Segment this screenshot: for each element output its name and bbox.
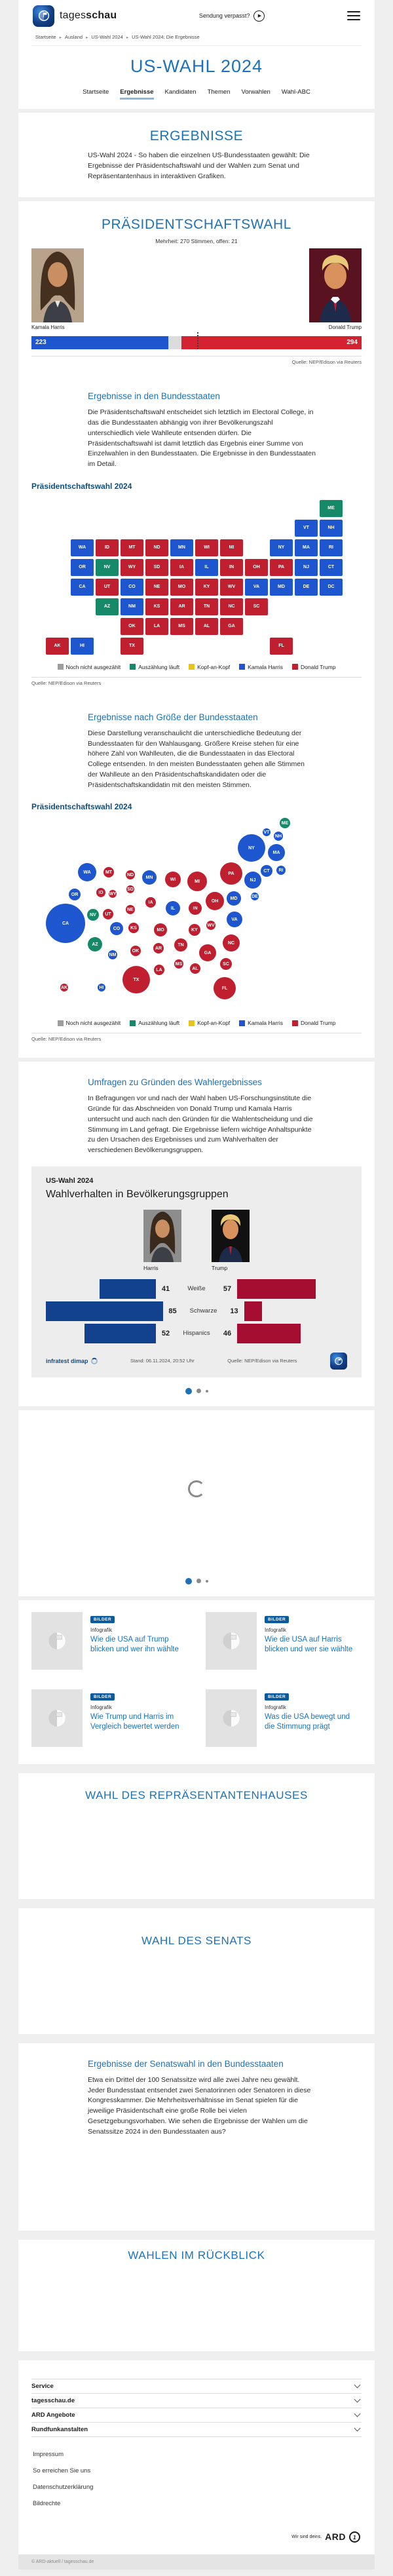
trump-survey-value: 57: [223, 1284, 232, 1293]
state-tile-AR[interactable]: AR: [170, 598, 193, 615]
loading-spinner: [188, 1480, 205, 1497]
umfragen-text: In Befragungen vor und nach der Wahl haben US-Forschungsinstitute die Gründe für das Abschneiden von Donald Trump und Kamala Harris untersucht und auch nach den Gründen für die Wahlentscheidung und die Stimmung im Land gefragt. Die Ergebnisse liefern wichtige Anhaltspunkte zu den Ursachen des Ergebnisses und zum Wahlverhalten der verschiedenen Bevölkerungsgruppen.: [88, 1094, 313, 1154]
state-bubble-GA[interactable]: GA: [199, 944, 216, 961]
legend-item: Kamala Harris: [239, 664, 283, 670]
ergebnisse-intro: US-Wahl 2024 - So haben die einzelnen US-Bundesstaaten gewählt: Die Ergebnisse der Präsidentschaftswahl und der Wahlen zum Senat und Repräsentantenhaus in interaktiven Grafiken.: [88, 151, 310, 180]
state-tile-MA[interactable]: MA: [295, 539, 318, 556]
state-tile-NV[interactable]: NV: [96, 559, 119, 576]
state-tile-IL[interactable]: IL: [195, 559, 218, 576]
state-tile-GA[interactable]: GA: [220, 618, 243, 635]
state-tile-MS[interactable]: MS: [170, 618, 193, 635]
state-bubble-MI[interactable]: MI: [187, 872, 207, 891]
state-tile-WY[interactable]: WY: [121, 559, 143, 576]
legend-swatch: [130, 664, 136, 670]
candidates-zone: [31, 237, 362, 335]
teaser-thumbnail: [31, 1689, 83, 1747]
tab-bar: [31, 83, 362, 107]
trump-thumb-caption: Trump: [212, 1264, 228, 1271]
senat-card: [18, 1908, 375, 2034]
teaser-item[interactable]: [206, 1612, 362, 1670]
state-bubble-CA[interactable]: CA: [46, 904, 85, 943]
state-bubble-OK[interactable]: OK: [130, 946, 141, 956]
trump-survey-value: 46: [223, 1329, 232, 1337]
map-title: Präsidentschaftswahl 2024: [31, 481, 132, 491]
infographic-kicker: US-Wahl 2024: [46, 1176, 94, 1185]
state-tile-TX[interactable]: TX: [121, 638, 143, 655]
loading-carousel-card: [18, 1410, 375, 1596]
harris-survey-bar: [84, 1324, 156, 1343]
map-source: Quelle: NEP/Edison via Reuters: [31, 680, 102, 686]
state-bubble-RI[interactable]: RI: [276, 866, 286, 875]
breadcrumb: [31, 31, 362, 45]
groesse-heading: Ergebnisse nach Größe der Bundesstaaten: [88, 712, 258, 722]
teaser-thumbnail: [31, 1612, 83, 1670]
state-tile-MD[interactable]: MD: [270, 579, 293, 596]
ard-brand-line: [31, 2512, 362, 2554]
harris-survey-value: 41: [161, 1284, 170, 1293]
state-bubble-ND[interactable]: ND: [126, 870, 135, 879]
trump-photo: [309, 248, 362, 330]
teaser-title: Wie die USA auf Trump blicken und wer ihn wählte: [90, 1635, 179, 1654]
ard-globe-icon: [330, 1353, 347, 1370]
footer-accordion-rundfunkanstalten[interactable]: Rundfunkanstalten: [31, 2422, 362, 2436]
harris-survey-value: 52: [161, 1329, 170, 1337]
harris-survey-bar: [46, 1301, 163, 1321]
page-title: US-WAHL 2024: [130, 56, 263, 76]
state-bubble-MD[interactable]: MD: [227, 891, 241, 906]
state-bubble-AK[interactable]: AK: [60, 984, 68, 991]
teaser-thumbnail: [206, 1612, 257, 1670]
sendung-verpasst-link[interactable]: [199, 10, 265, 22]
legend-swatch: [189, 1020, 195, 1026]
state-tile-ID[interactable]: ID: [96, 539, 119, 556]
bubble-map-legend: [31, 1020, 362, 1026]
carousel-dots: [31, 1377, 362, 1406]
state-bubble-UT[interactable]: UT: [103, 909, 113, 919]
carousel-dot[interactable]: [185, 1388, 192, 1394]
carousel-dot[interactable]: [206, 1390, 208, 1393]
chevron-down-icon: [354, 2411, 361, 2417]
bubble-map-source: Quelle: NEP/Edison via Reuters: [31, 1036, 102, 1043]
trump-caption: Donald Trump: [328, 324, 362, 331]
electoral-bar: [31, 336, 362, 349]
survey-row: [46, 1324, 347, 1343]
footer-link[interactable]: Bildrechte: [33, 2499, 61, 2507]
ergebnisse-title: ERGEBNISSE: [149, 128, 244, 144]
state-bubble-NE[interactable]: NE: [126, 905, 135, 914]
carousel-dot[interactable]: [206, 1580, 208, 1583]
us-states-map: [46, 500, 347, 656]
tagesschau-logo[interactable]: [33, 5, 117, 27]
state-bubble-AZ[interactable]: AZ: [88, 937, 102, 952]
survey-group-label: Weiße: [187, 1285, 206, 1293]
play-icon: ▶: [253, 10, 265, 22]
top-bar: [31, 0, 362, 31]
sendung-verpasst-label: Sendung verpasst?: [198, 12, 250, 19]
footer-accordion-ard-angebote[interactable]: ARD Angebote: [31, 2408, 362, 2422]
state-tile-KY[interactable]: KY: [195, 579, 218, 596]
trump-survey-bar: [237, 1279, 316, 1299]
teaser-thumbnail: [206, 1689, 257, 1747]
state-tile-OK[interactable]: OK: [121, 618, 143, 635]
harris-thumb: [143, 1210, 181, 1271]
umfragen-heading: Umfragen zu Gründen des Wahlergebnisses: [88, 1077, 262, 1088]
state-bubble-MA[interactable]: MA: [268, 844, 285, 861]
footer-accordion-service[interactable]: Service: [31, 2379, 362, 2393]
breadcrumb-item[interactable]: Startseite: [35, 34, 56, 40]
state-tile-KS[interactable]: KS: [145, 598, 168, 615]
bundesstaaten-heading: Ergebnisse in den Bundesstaaten: [88, 391, 220, 402]
state-bubble-TX[interactable]: TX: [122, 966, 150, 993]
legend-swatch: [189, 664, 195, 670]
state-bubble-OH[interactable]: OH: [206, 892, 224, 910]
state-bubble-DE[interactable]: DE: [251, 893, 259, 900]
state-tile-AZ[interactable]: AZ: [96, 598, 119, 615]
footer-card: [18, 2360, 375, 2554]
open-bar-segment: [168, 336, 181, 349]
teaser-kicker: Infografik: [90, 1626, 112, 1633]
legend-swatch: [239, 664, 245, 670]
footer-link[interactable]: Datenschutzerklärung: [33, 2483, 94, 2491]
state-bubble-MN[interactable]: MN: [142, 870, 157, 885]
groesse-text: Diese Darstellung veranschaulicht die unterschiedliche Bedeutung der Bundesstaaten für den Wahlausgang. Größere Kreise stehen für eine höhere Zahl von Wahlleuten, die die Bundesstaaten in das Electoral College entsenden. In den meisten Bundesstaaten gehen alle Stimmen der Wahlleute an den Präsidentschaftskandidaten oder die Präsidentschaftskandidatin mit den meisten Stimmen.: [88, 729, 305, 789]
state-tile-IA[interactable]: IA: [170, 559, 193, 576]
state-bubble-IN[interactable]: IN: [189, 902, 202, 915]
praesidentschaftswahl-title: PRÄSIDENTSCHAFTSWAHL: [101, 217, 292, 233]
state-bubble-OR[interactable]: OR: [69, 889, 81, 900]
wahlverhalten-infographic: [31, 1166, 362, 1377]
teaser-title: Wie Trump und Harris im Vergleich bewertet werden: [90, 1712, 179, 1731]
bundesstaaten-text: Die Präsidentschaftswahl entscheidet sich letztlich im Electoral College, in das die Bundesstaaten abhängig von ihrer Bevölkerungszahl unterschiedlich viele Wahlleute entsenden dürfen. Die Präsidentschaftswahl ist damit letztlich das Ergebnis einer Summe von Einzelwahlen in den Bundesstaaten. Die Ergebnisse in den Bundesstaaten im Detail.: [88, 408, 316, 468]
state-tile-ME[interactable]: ME: [320, 500, 343, 517]
teaser-title: Was die USA bewegt und die Stimmung prägt: [265, 1712, 350, 1731]
state-bubble-IA[interactable]: IA: [145, 897, 156, 908]
legend-item: Noch nicht ausgezählt: [58, 664, 121, 670]
state-tile-NE[interactable]: NE: [145, 579, 168, 596]
legend-swatch: [292, 664, 298, 670]
state-bubble-CO[interactable]: CO: [110, 922, 123, 935]
tagesschau-globe-icon: [33, 5, 54, 27]
ard-claim: Wir sind deins.: [291, 2534, 322, 2539]
state-bubble-KS[interactable]: KS: [128, 923, 139, 933]
senatswahl-text: Etwa ein Drittel der 100 Senatssitze wird alle zwei Jahre neu gewählt. Jeder Bundesstaat entsendet zwei Senatorinnen oder Senatoren in diese Kongresskammer. Die Mehrheitsverhältnisse im Senat spielen für die jeweilige Präsidentschaft eine große Rolle bei vielen Gesetzgebungsvorhaben. Wie sehen die Ergebnisse der Wahlen um die Senatssitze 2024 in den Bundesstaaten aus?: [88, 2075, 311, 2136]
infographic-source: Quelle: NEP/Edison via Reuters: [227, 1358, 297, 1364]
state-tile-FL[interactable]: FL: [270, 638, 293, 655]
footer-link[interactable]: So erreichen Sie uns: [33, 2467, 91, 2474]
state-bubble-NV[interactable]: NV: [87, 909, 99, 921]
state-tile-VT[interactable]: VT: [295, 520, 318, 537]
state-bubble-AL[interactable]: AL: [190, 963, 200, 974]
footer-link[interactable]: Impressum: [33, 2450, 64, 2458]
chevron-down-icon: [354, 2425, 361, 2432]
legend-item: Donald Trump: [292, 1020, 335, 1026]
carousel-dots: [31, 1567, 362, 1596]
state-tile-CT[interactable]: CT: [320, 559, 343, 576]
harris-photo: [31, 248, 84, 330]
bilder-badge: BILDER: [265, 1616, 289, 1623]
legend-swatch: [58, 1020, 64, 1026]
state-bubble-MO[interactable]: MO: [154, 923, 167, 936]
infographic-stand: Stand: 06.11.2024, 20:52 Uhr: [130, 1358, 195, 1364]
state-bubble-MT[interactable]: MT: [103, 867, 114, 877]
tab-kandidaten[interactable]: Kandidaten: [164, 88, 196, 96]
tagesschau-wordmark: tagesschau: [60, 10, 117, 21]
state-bubble-AR[interactable]: AR: [153, 943, 164, 953]
state-bubble-IL[interactable]: IL: [166, 901, 180, 915]
legend-swatch: [58, 664, 64, 670]
trump-survey-bar: [244, 1301, 262, 1321]
us-states-bubble-map: [31, 817, 362, 1012]
copyright-bar: © ARD-aktuell / tagesschau.de: [18, 2554, 375, 2569]
teaser-grid: [31, 1600, 362, 1764]
infographic-title: Wahlverhalten in Bevölkerungsgruppen: [46, 1188, 229, 1200]
state-tile-IN[interactable]: IN: [220, 559, 243, 576]
survey-row: [46, 1279, 347, 1299]
state-tile-OR[interactable]: OR: [71, 559, 94, 576]
chevron-down-icon: [354, 2382, 361, 2389]
teaser-item[interactable]: [31, 1612, 187, 1670]
harris-caption: Kamala Harris: [31, 324, 65, 331]
rueckblick-card: [18, 2240, 375, 2351]
teaser-kicker: Infografik: [265, 1704, 286, 1710]
source-note: Quelle: NEP/Edison via Reuters: [291, 359, 362, 366]
state-tile-HI[interactable]: HI: [71, 638, 94, 655]
state-bubble-KY[interactable]: KY: [189, 924, 200, 936]
state-bubble-WI[interactable]: WI: [165, 872, 181, 887]
senatswahl-card: [18, 2043, 375, 2231]
state-bubble-VT[interactable]: VT: [263, 828, 271, 836]
ergebnisse-card: [18, 113, 375, 197]
teaser-title: Wie die USA auf Harris blicken und wer sie wählte: [265, 1635, 353, 1654]
trump-electoral-votes: 294: [346, 339, 358, 347]
rueckblick-title: WAHLEN IM RÜCKBLICK: [128, 2248, 265, 2261]
survey-rows: [46, 1279, 347, 1343]
infratest-donut-icon: [91, 1358, 98, 1364]
tab-ergebnisse[interactable]: Ergebnisse: [120, 88, 153, 100]
state-tile-RI[interactable]: RI: [320, 539, 343, 556]
bilder-badge: BILDER: [90, 1693, 115, 1701]
footer-accordions: [31, 2379, 362, 2436]
ard-one-icon: 1: [348, 2531, 361, 2543]
legend-swatch: [239, 1020, 245, 1026]
state-tile-ND[interactable]: ND: [145, 539, 168, 556]
state-bubble-WA[interactable]: WA: [78, 863, 96, 881]
tab-wahl-abc[interactable]: Wahl-ABC: [281, 88, 310, 96]
state-tile-NM[interactable]: NM: [121, 598, 143, 615]
bilder-badge: BILDER: [265, 1693, 289, 1701]
legend-item: Kopf-an-Kopf: [189, 1020, 230, 1026]
harris-survey-value: 85: [168, 1307, 177, 1315]
teaser-grid-card: [18, 1600, 375, 1764]
state-tile-NC[interactable]: NC: [220, 598, 243, 615]
state-tile-WA[interactable]: WA: [71, 539, 94, 556]
breadcrumb-item[interactable]: Ausland: [64, 34, 83, 40]
majority-note: Mehrheit: 270 Stimmen, offen: 21: [155, 238, 238, 245]
state-bubble-ID[interactable]: ID: [96, 888, 105, 897]
infratest-dimap-logo: infratest dimap: [46, 1358, 98, 1364]
state-bubble-SD[interactable]: SD: [126, 885, 134, 893]
legend-item: Donald Trump: [292, 664, 335, 670]
carousel-dot[interactable]: [185, 1578, 192, 1585]
state-tile-MI[interactable]: MI: [220, 539, 243, 556]
state-bubble-TN[interactable]: TN: [174, 938, 187, 952]
senatswahl-heading: Ergebnisse der Senatswahl in den Bundesstaaten: [88, 2058, 284, 2069]
tab-vorwahlen[interactable]: Vorwahlen: [241, 88, 271, 96]
state-tile-PA[interactable]: PA: [270, 559, 293, 576]
legend-item: Kopf-an-Kopf: [189, 664, 230, 670]
state-bubble-NY[interactable]: NY: [238, 834, 265, 862]
teaser-item[interactable]: [206, 1689, 362, 1747]
state-tile-VA[interactable]: VA: [245, 579, 268, 596]
survey-group-label: Schwarze: [189, 1307, 217, 1315]
header-card: [18, 0, 375, 109]
state-tile-SD[interactable]: SD: [145, 559, 168, 576]
state-tile-NY[interactable]: NY: [270, 539, 293, 556]
state-bubble-LA[interactable]: LA: [154, 965, 164, 975]
legend-item: Auszählung läuft: [130, 1020, 179, 1026]
state-tile-MO[interactable]: MO: [170, 579, 193, 596]
state-bubble-ME[interactable]: ME: [280, 818, 290, 828]
state-bubble-HI[interactable]: HI: [98, 984, 105, 991]
legend-item: Noch nicht ausgezählt: [58, 1020, 121, 1026]
bubble-map-title: Präsidentschaftswahl 2024: [31, 802, 132, 812]
trump-survey-value: 13: [230, 1307, 238, 1315]
breadcrumb-separator: ▸: [86, 35, 88, 40]
state-tile-TN[interactable]: TN: [195, 598, 218, 615]
harris-survey-bar: [100, 1279, 156, 1299]
chevron-down-icon: [354, 2396, 361, 2403]
state-bubble-WV[interactable]: WV: [206, 921, 215, 930]
legend-swatch: [130, 1020, 136, 1026]
survey-row: [46, 1301, 347, 1321]
state-tile-AK[interactable]: AK: [46, 638, 69, 655]
footer-links: [31, 2437, 362, 2512]
breadcrumb-item[interactable]: US-Wahl 2024: [91, 34, 123, 40]
state-bubble-NC[interactable]: NC: [223, 934, 240, 952]
map-legend: [31, 664, 362, 670]
state-bubble-FL[interactable]: FL: [214, 977, 236, 999]
ard-wordmark: ARD: [325, 2531, 346, 2543]
state-tile-NH[interactable]: NH: [320, 520, 343, 537]
harris-bar-segment: [31, 336, 168, 349]
praesidentschaftswahl-card: [18, 201, 375, 1058]
trump-thumb: [212, 1210, 250, 1271]
trump-survey-bar: [237, 1324, 301, 1343]
breadcrumb-item[interactable]: US-Wahl 2024: Die Ergebnisse: [132, 34, 200, 40]
bilder-badge: BILDER: [90, 1616, 115, 1623]
senat-title: WAHL DES SENATS: [141, 1934, 252, 1947]
harris-thumb-caption: Harris: [143, 1264, 159, 1271]
state-tile-AL[interactable]: AL: [195, 618, 218, 635]
majority-marker: [197, 332, 198, 349]
state-bubble-VA[interactable]: VA: [227, 912, 242, 927]
state-tile-CO[interactable]: CO: [121, 579, 143, 596]
state-tile-NJ[interactable]: NJ: [295, 559, 318, 576]
breadcrumb-separator: ▸: [59, 35, 62, 40]
hamburger-menu-icon[interactable]: [347, 11, 360, 20]
state-bubble-CT[interactable]: CT: [261, 865, 272, 877]
legend-swatch: [292, 1020, 298, 1026]
state-tile-WV[interactable]: WV: [220, 579, 243, 596]
state-bubble-SC[interactable]: SC: [220, 958, 232, 970]
state-bubble-PA[interactable]: PA: [220, 862, 242, 885]
breadcrumb-separator: ▸: [126, 35, 129, 40]
state-tile-OH[interactable]: OH: [245, 559, 268, 576]
state-tile-DE[interactable]: DE: [295, 579, 318, 596]
tab-startseite[interactable]: Startseite: [83, 88, 109, 96]
state-bubble-WY[interactable]: WY: [109, 890, 117, 898]
tab-themen[interactable]: Themen: [207, 88, 231, 96]
repraesentantenhaus-title: WAHL DES REPRÄSENTANTENHAUSES: [85, 1788, 308, 1801]
state-tile-LA[interactable]: LA: [145, 618, 168, 635]
legend-item: Auszählung läuft: [130, 664, 179, 670]
survey-group-label: Hispanics: [183, 1330, 210, 1337]
footer-accordion-tagesschau-de[interactable]: tagesschau.de: [31, 2393, 362, 2408]
carousel-dot[interactable]: [196, 1389, 201, 1393]
teaser-kicker: Infografik: [90, 1704, 112, 1710]
state-bubble-NM[interactable]: NM: [108, 950, 117, 959]
legend-item: Kamala Harris: [239, 1020, 283, 1026]
teaser-item[interactable]: [31, 1689, 187, 1747]
state-tile-MT[interactable]: MT: [121, 539, 143, 556]
state-bubble-NH[interactable]: NH: [274, 832, 283, 841]
carousel-dot[interactable]: [196, 1579, 201, 1583]
trump-bar-segment: [181, 336, 362, 349]
umfragen-card: [18, 1062, 375, 1406]
state-tile-WI[interactable]: WI: [195, 539, 218, 556]
repraesentantenhaus-card: [18, 1773, 375, 1899]
state-tile-CA[interactable]: CA: [71, 579, 94, 596]
state-tile-DC[interactable]: DC: [320, 579, 343, 596]
state-tile-SC[interactable]: SC: [245, 598, 268, 615]
state-tile-MN[interactable]: MN: [170, 539, 193, 556]
state-bubble-NJ[interactable]: NJ: [244, 872, 261, 889]
state-tile-UT[interactable]: UT: [96, 579, 119, 596]
teaser-kicker: Infografik: [265, 1626, 286, 1633]
harris-electoral-votes: 223: [35, 339, 47, 347]
state-bubble-MS[interactable]: MS: [174, 959, 183, 969]
